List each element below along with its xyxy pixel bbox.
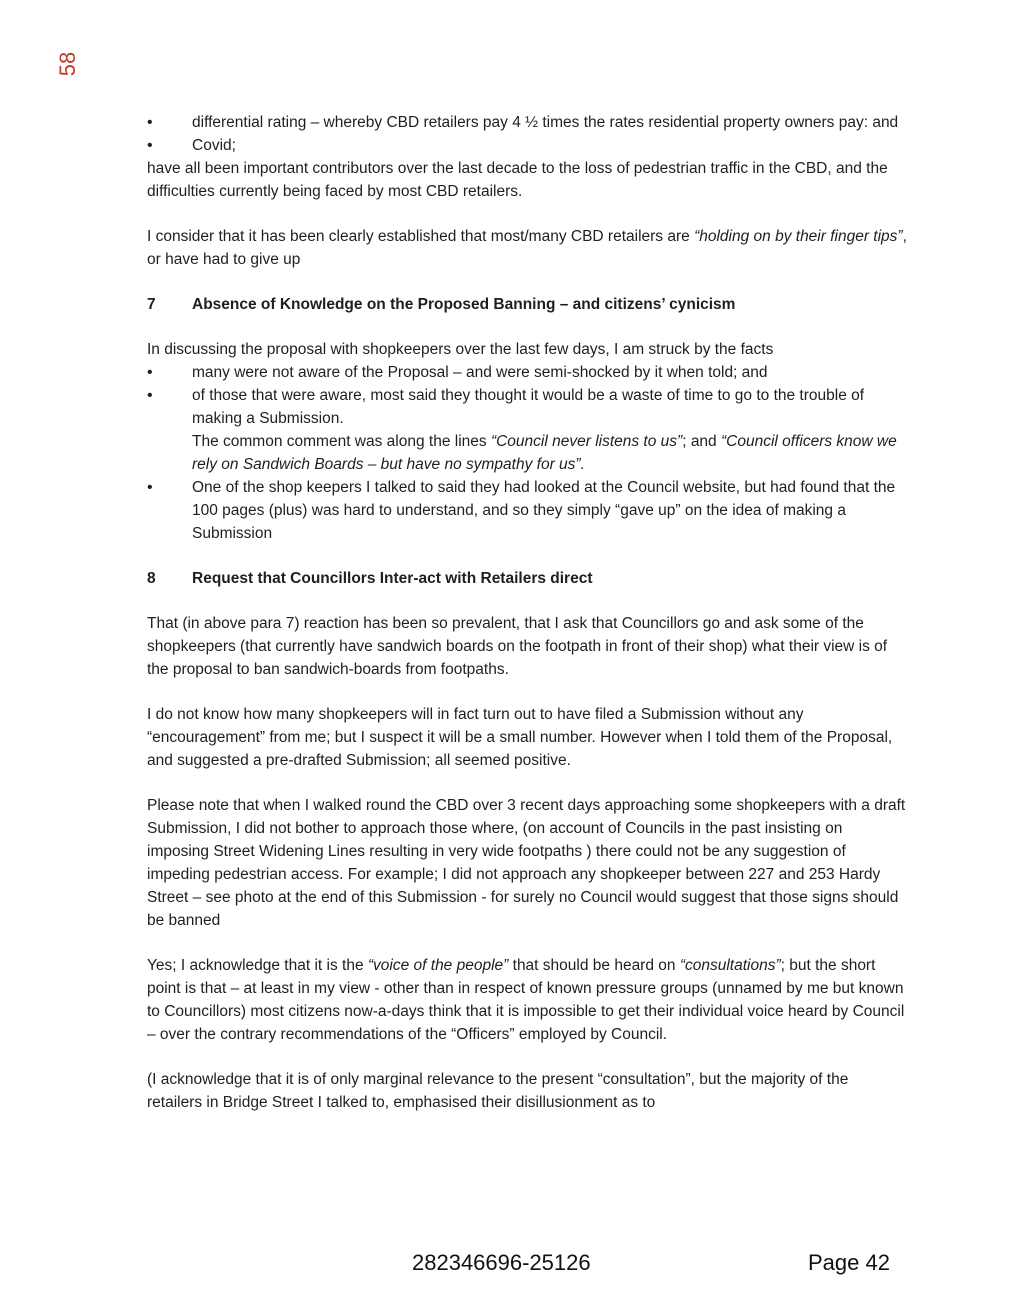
section-title: Request that Councillors Inter-act with Retailers direct (192, 570, 593, 587)
list-item (147, 384, 907, 476)
section-number: 8 (147, 570, 156, 587)
text-span: that should be heard on (508, 957, 680, 974)
bullet-list-section-7 (147, 361, 907, 545)
page-number: Page 42 (808, 1250, 890, 1275)
list-item: • many were not aware of the Proposal – and were semi-shocked by it when told; and (147, 361, 907, 384)
italic-quote: “consultations” (679, 957, 781, 974)
document-id: 282346696-25126 (412, 1250, 591, 1275)
paragraph (147, 954, 907, 1046)
italic-quote: “Council never listens to us” (490, 433, 683, 450)
document-body (147, 111, 907, 1114)
paragraph-consider (147, 225, 907, 271)
paragraph: That (in above para 7) reaction has been so prevalent, that I ask that Councillors go and ask some of the shopkeepers (that currently have sandwich boards on the footpath in front of their shop) what their view is of the proposal to ban sandwich-boards from footpaths. (147, 615, 888, 678)
text-span: I consider that it has been clearly established that most/many CBD retailers are (147, 228, 695, 245)
paragraph-contributors: have all been important contributors over the last decade to the loss of pedestrian traffic in the CBD, and the difficulties currently being faced by most CBD retailers. (147, 160, 888, 200)
list-item: • One of the shop keepers I talked to said they had looked at the Council website, but had found that the 100 pages (plus) was hard to understand, and so they simply “gave up” on the idea of making a Submission (147, 476, 907, 545)
section-8-heading (147, 567, 907, 590)
text-span: The common comment was along the lines (192, 433, 491, 450)
list-item: • differential rating – whereby CBD retailers pay 4 ½ times the rates residential property owners pay: and (147, 111, 907, 134)
italic-quote: “holding on by their finger tips” (694, 228, 903, 245)
paragraph: Please note that when I walked round the CBD over 3 recent days approaching some shopkeepers with a draft Submission, I did not bother to approach those where, (on account of Councils in the past insisting on imposing Street Widening Lines resulting in very wide footpaths ) there could not be any suggestion of impeding pedestrian access. For example; I did not approach any shopkeeper between 227 and 253 Hardy Street – see photo at the end of this Submission - for surely no Council would suggest that those signs should be banned (147, 797, 906, 929)
section-7-heading (147, 293, 907, 316)
italic-quote: “voice of the people” (367, 957, 509, 974)
list-item: • Covid; (147, 134, 907, 157)
text-span: , or have had to give up (147, 228, 907, 268)
section-number: 7 (147, 296, 156, 313)
text-span: ; but the short point is that – at least in my view - other than in respect of known pressure groups (unnamed by me but known to Councillors) most citizens now-a-days think that it is impossible to get their individual voice heard by Council – over the contrary recommendations of the “Officers” employed by Council. (147, 957, 905, 1043)
italic-quote: “Council officers know we rely on Sandwich Boards – but have no sympathy for us”. (192, 433, 897, 473)
paragraph: (I acknowledge that it is of only marginal relevance to the present “consultation”, but the majority of the retailers in Bridge Street I talked to, emphasised their disillusionment as to (147, 1071, 849, 1111)
text-span: ; and (682, 433, 721, 450)
bullet-list-top (147, 111, 907, 157)
paragraph-intro: In discussing the proposal with shopkeepers over the last few days, I am struck by the facts (147, 341, 774, 358)
paragraph: I do not know how many shopkeepers will in fact turn out to have filed a Submission without any “encouragement” from me; but I suspect it will be a small number. However when I told them of the Proposal, and suggested a pre-drafted Submission; all seemed positive. (147, 706, 893, 769)
text-span: Yes; I acknowledge that it is the (147, 957, 368, 974)
section-title: Absence of Knowledge on the Proposed Banning – and citizens’ cynicism (192, 296, 736, 313)
text-span: of those that were aware, most said they thought it would be a waste of time to go to the trouble of making a Submission. (192, 387, 865, 427)
page-stamp-number: 58 (55, 51, 80, 77)
